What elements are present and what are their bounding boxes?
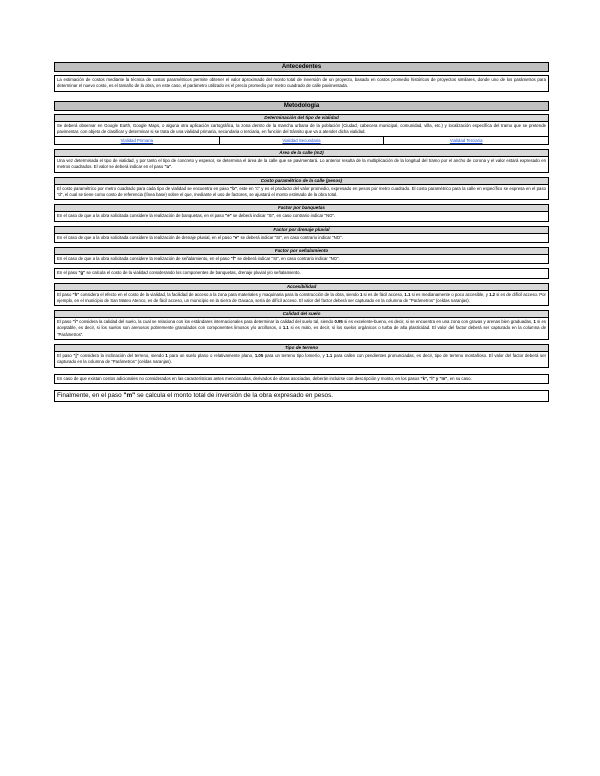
drenaje-text: En el caso de que a la obra solicitada considere la realización de drenaje pluvial, en el paso "e" se deberá indicar "SI", en caso contrario indicar "NO".: [54, 233, 549, 243]
link-vialidad-terciaria[interactable]: Vialidad Terciaria: [449, 138, 483, 144]
accesibilidad-title: Accesibilidad: [54, 283, 549, 290]
senalamiento-text: En el caso de que a la obra solicitada considere la realización de señalamiento, en el paso "f" se deberá indicar "SI", en caso contrario indicar "NO".: [54, 254, 549, 264]
area-text: Una vez determinada el tipo de vialidad, y por tanto el tipo de concreto y espesor, se determina el área de la calle que se pavimentará. Lo anterior resulta de la multiplicación de la longitud del tramo por el ancho de corona y el valor estará expresado en metros cuadrados. El valor se deberá indicar en el paso "a".: [54, 156, 549, 173]
terreno-text: El paso "j" considera la inclinación del terreno, siendo 1 para un suelo plano o relativamente plano, 1.05 para un terreno tipo lomerío, y 1.1 para calles con pendientes pronunciadas, es decir, tipo de terreno montañoso. El valor del factor deberá ser capturado en la columna de "Parámetros" (celdas naranjas).: [54, 351, 549, 368]
terreno-title: Tipo de terreno: [54, 344, 549, 351]
metodologia-title: Metodología: [54, 101, 549, 111]
suelo-text: El paso "i" considera la calidad del suelo, la cual se relaciona con los estándares internacionales para determinar la calidad del suelo tal, siendo 0.95 si es excelente-bueno, es decir, si se encuentra en una zona con gravas y arenas bien graduadas, 1 si es aceptable, es decir, si los suelos son arenosos pobremente granulados con componentes limosos y/o arcillosos, o 1.1 si es malo, es decir, si los suelos orgánicos o turba de alta plasticidad. El valor del factor deberá ser capturado en la columna de "Parámetros".: [54, 317, 549, 340]
suelo-title: Calidad del suelo: [54, 310, 549, 317]
accesibilidad-text: El paso "h" considera el efecto en el costo de la vialidad, la facilidad de acceso a la zona para materiales y maquinaria para la construcción de la obra, siendo 1 si es de fácil acceso, 1.1 si es medianamente o poco accesible, y 1.2 si es de difícil acceso. Por ejemplo, en el municipio de San Mateo Atenco, es de fácil acceso, un municipio en la sierra de Oaxaca, sería de difícil acceso. El valor del factor deberá ser capturado en la columna de "Parámetros" (celdas naranjas).: [54, 290, 549, 307]
tipo-vialidad-text: Se deberá observar en Google Earth, Google Maps, o alguna otra aplicación cartográfica, la zona dentro de la mancha urbana de la población (Ciudad, cabecera municipal, comunidad, villa, etc.) y localización específica del tramo que se pretende pavimentar, con objeto de clasificar y determinar si se trata de una vialidad primaria, secundaria o terciaria, en función del tránsito que va a atender dicha vialidad.: [54, 121, 549, 138]
senalamiento-title: Factor por señalamiento: [54, 247, 549, 254]
tipo-vialidad-title: Determinación del tipo de vialidad: [54, 114, 549, 121]
vialidad-links: [54, 137, 549, 145]
antecedentes-text: La estimación de costos mediante la técnica de costos paramétricos permite obtener el valor aproximado del monto total de inversión de un proyecto, basado en costos promedio históricos de proyectos similares, donde uno de los parámetros para determinar el nuevo costo, es el tamaño de la obra, en este caso, el parámetro utilizado es el precio promedio por metro cuadrado de calle pavimentada.: [54, 75, 549, 92]
final-text: Finalmente, en el paso "m" se calcula el monto total de inversión de la obra expresado en pesos.: [54, 390, 549, 402]
costo-title: Costo paramétrico de la calle (pesos): [54, 177, 549, 184]
link-vialidad-primaria[interactable]: Vialidad Primaria: [55, 137, 220, 144]
document-sheet: [54, 59, 549, 402]
banquetas-title: Factor por banquetas: [54, 204, 549, 211]
costo-text: El costo paramétrico por metro cuadrado para cada tipo de vialidad se encuentra en paso "b", este en "c" y es el producto del valor promedio, expresado en pesos por metro cuadrado. El costo paramétrico para la calle en específico se expresa en el paso "d", el cual se tiene como costo de referencia (línea base) sobre el que, mediante el uso de factores, se ajustará el monto estimado de la obra total.: [54, 184, 549, 201]
drenaje-title: Factor por drenaje pluvial: [54, 226, 549, 233]
area-title: Área de la calle (m2): [54, 149, 549, 156]
banquetas-text: En el caso de que a la obra solicitada considere la realización de banquetas, en el paso "e" se deberá indicar "SI", en caso contrario indicar "NO".: [54, 211, 549, 221]
antecedentes-title: Antecedentes: [54, 62, 549, 72]
adicionales-text: En caso de que existan costos adicionales no considerados en las características antes mencionadas, derivados de obras asociadas, deberán incluirse con descripción y monto, en los pasos "k", "l" y "m", en su caso.: [54, 374, 549, 384]
link-vialidad-secundaria[interactable]: Vialidad Secundaria: [220, 137, 385, 144]
paso-g-text: En el paso "g" se calcula el costo de la vialidad considerando los componentes de banquetas, drenaje pluvial y/o señalamiento.: [54, 268, 549, 278]
